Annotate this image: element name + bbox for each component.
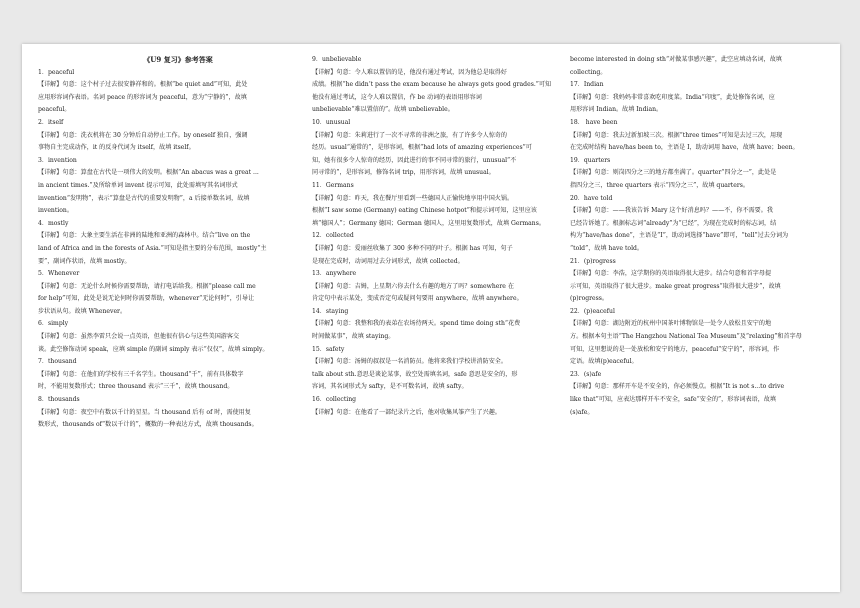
text-line: like that”可知，应表达那样开车不安全，safe“安全的”，形容词表语，故填 — [570, 396, 776, 404]
text-line: 【详解】句意：我妈妈非常喜欢吃印度菜。India“印度”，此处修饰名词，应 — [570, 93, 775, 101]
document-title: 《U9 复习》参考答案 — [143, 55, 213, 64]
text-line: 定语。故填(p)eaceful。 — [570, 358, 638, 366]
text-line: 10．unusual — [312, 118, 351, 126]
text-line: 【详解】句意：在他看了一部纪录片之后，他对收集风筝产生了兴趣。 — [312, 408, 501, 416]
text-line: land of Africa and in the forests of Asia.”可知是指主要的分布范围，mostly“主 — [38, 244, 267, 252]
text-line: 11．Germans — [312, 181, 354, 189]
column-middle — [312, 54, 574, 419]
text-line: 【详解】句意：这个村子过去很安静祥和的。根据“be quiet and”可知，此处 — [38, 81, 248, 89]
document-page — [22, 44, 840, 592]
text-line: 23．(s)afe — [570, 370, 602, 378]
text-line: 14．staying — [312, 307, 349, 315]
text-line: 12．collected — [312, 232, 354, 240]
text-line: 7．thousand — [38, 358, 77, 366]
text-line: 示可知，英语取得了很大进步。make great progress“取得很大进步”，故填 — [570, 282, 781, 290]
text-line: 5．Whenever — [38, 270, 80, 278]
text-line: 已经告诉她了。根据标志词“already”为“已经”，为现在完成时的标志词，结 — [570, 219, 777, 227]
text-line: 【详解】句意：汤姆的叔叔是一名消防员。他将来我们学校讲消防安全。 — [312, 358, 507, 366]
text-line: 【详解】句意：算盘在古代是一项伟大的发明。根据“An abacus was a great ... — [38, 169, 259, 177]
text-line: 【详解】句意：洗衣机将在 30 分钟后自动停止工作。by oneself 独自，强调 — [38, 131, 248, 139]
text-line: talk about sth.意思是谈论某事，故空处需填名词，safe 意思是安全的，形 — [312, 370, 518, 378]
column-left — [38, 54, 300, 432]
text-line: 同寻常的”，是形容词，修饰名词 trip，用形容词，故填 unusual。 — [312, 169, 495, 177]
text-line: 时间做某事”，故填 staying。 — [312, 333, 395, 341]
text-line: 3．invention — [38, 156, 77, 164]
text-line: “told”，故填 have told。 — [570, 244, 644, 252]
text-line: collecting。 — [570, 68, 607, 76]
text-line: 他没有通过考试，这令人难以置信，作 be 动词的表语用形容词 — [312, 93, 482, 101]
text-line: 【详解】句意：朱莉进行了一次不寻常的非洲之旅，有了许多令人惊奇的 — [312, 131, 507, 139]
text-line: 时，不能用复数形式；three thousand 表示“三千”，故填 thousand。 — [38, 383, 234, 391]
text-line: 【详解】句意：大象主要生活在非洲的陆地和亚洲的森林中。结合“live on the — [38, 232, 251, 240]
text-line: 21．(p)rogress — [570, 257, 616, 265]
text-line: 16．collecting — [312, 396, 357, 404]
text-line: (s)afe。 — [570, 408, 594, 416]
text-line: 【详解】句意：那样开车是不安全的，你必须慢点。根据“It is not s...to drive — [570, 383, 785, 391]
text-line: 19．quarters — [570, 156, 611, 164]
text-line: 【详解】句意：李浩，这学期你的英语取得很大进步。结合句意和首字母提 — [570, 270, 772, 278]
text-line: 【详解】句意：爱丽丝收集了 300 多种不同的叶子。根据 has 可知，句子 — [312, 244, 513, 252]
text-line: 知，她有很多令人惊奇的经历，因此进行的事不同寻常的旅行，unusual“不 — [312, 156, 517, 164]
text-line: 根据“I saw some (Germany) eating Chinese hotpot”和提示词可知，这里应该 — [312, 207, 537, 215]
text-line: 【详解】句意：令人难以置信的是，他没有通过考试，因为他总是取得好 — [312, 68, 507, 76]
text-line: 【详解】句意：无论什么时候你需要帮助，请打电话给我。根据“please call me — [38, 282, 256, 290]
text-line: 【详解】句意：虽然李雷只会说一点英语，但他很有信心与这些美国游客交 — [38, 333, 240, 341]
text-line: become interested in doing sth“对做某事感兴趣”，此空应填动名词，故填 — [570, 56, 782, 63]
text-line: 20．have told — [570, 194, 613, 202]
text-line: 【详解】句意：夜空中有数以千计的星星。当 thousand 后有 of 时，需使用复 — [38, 408, 251, 416]
text-line: 1．peaceful — [38, 68, 75, 76]
text-line: 【详解】句意：我整和我的表弟在农场待两天。spend time doing sth“花费 — [312, 320, 521, 328]
text-line: 填“德国人”；Germany 德国；German 德国人，这里用复数形式，故填 Germans。 — [312, 219, 545, 227]
text-line: 8．thousands — [38, 396, 80, 404]
text-line: 【详解】句意：——我该告诉 Mary 这个好消息吗？——不，你不需要。我 — [570, 207, 773, 215]
text-line: 18． have been — [570, 118, 618, 126]
text-line: in ancient times.”及所给单词 invent 提示可知，此处需填写其名词形式 — [38, 181, 238, 189]
text-line: 在完成时结构 have/has been to，主语是 I，助动词用 have，故填 have；been。 — [570, 144, 799, 152]
text-line: 构为“have/has done”，主语是“I”，助动词选择“have”即可，“tell”过去分词为 — [570, 232, 789, 240]
column-right — [570, 54, 832, 419]
text-line: (p)rogress。 — [570, 295, 609, 303]
text-line: 22．(p)eaceful — [570, 307, 615, 315]
text-line: 事物自主完成动作，it 的反身代词为 itself，故填 itself。 — [38, 144, 195, 152]
text-line: 肯定句中表示某处，变成否定句或疑问句要用 anywhere，故填 anywhere。 — [312, 295, 523, 303]
text-line: invention“发明物”，表示“算盘是古代的重要发明物”，a 后接单数名词，故填 — [38, 194, 250, 202]
text-line: 【详解】句意：则岗四分之三的地方都坐满了。quarter“四分之一”，此处是 — [570, 169, 777, 177]
text-line: 应用形容词作表语。名词 peace 的形容词为 peaceful，意为“宁静的”，故填 — [38, 93, 247, 101]
text-line: 【详解】句意：在他们的学校有三千名学生。thousand“千”，前有具体数字 — [38, 370, 244, 378]
text-line: 成绩。根据“he didn’t pass the exam because he always gets good grades.”可知 — [312, 81, 552, 89]
text-line: 是现在完成时，动词用过去分词形式，故填 collected。 — [312, 257, 464, 265]
text-line: 4．mostly — [38, 219, 69, 227]
text-line: 15．safety — [312, 345, 345, 353]
text-line: 数形式，thousands of“数以千计的”，概数的一种表达方式，故填 thousands。 — [38, 421, 258, 429]
text-line: 步状语从句。故填 Whenever。 — [38, 307, 127, 315]
text-line: 【详解】句意：昨天，我在餐厅里看到一些德国人正愉快地享用中国火锅。 — [312, 194, 514, 202]
text-line: 【详解】句意：我去过新加坡三次。根据“three times”可知是去过三次，用现 — [570, 131, 783, 139]
text-line: 【详解】句意：吉姆，上星期六你去什么有趣的地方了吗？somewhere 在 — [312, 282, 514, 290]
text-line: 用形容词 Indian。故填 Indian。 — [570, 106, 663, 114]
text-line: 容词，其名词形式为 safty，是不可数名词，故填 safty。 — [312, 383, 468, 391]
text-line: 【详解】句意：湖边附近的杭州中国茶叶博物馆是一处令人放松且安宁的地 — [570, 320, 772, 328]
text-line: 13．anywhere — [312, 270, 357, 278]
text-line: for help”可知，此处是说无论何时你需要帮助，whenever“无论何时”，引导让 — [38, 295, 255, 303]
text-line: invention。 — [38, 207, 73, 215]
text-line: 经历。usual“通常的”，是形容词，根据“had lots of amazing experiences”可 — [312, 144, 532, 152]
text-line: peaceful。 — [38, 106, 71, 114]
text-line: 谈。此空修饰动词 speak，应填 simple 的副词 simply 表示“仅仅”，故填 simply。 — [38, 345, 269, 353]
text-line: 2．itself — [38, 118, 64, 126]
text-line: 方。根据本句主语“The Hangzhou National Tea Museum”及“relaxing”和首字母 — [570, 333, 802, 341]
text-line: 指四分之三，three quarters 表示“四分之三”，故填 quarters。 — [570, 181, 749, 189]
text-line: unbelievable“难以置信的”。故填 unbelievable。 — [312, 106, 454, 114]
text-line: 要”，副词作状语，故填 mostly。 — [38, 257, 131, 265]
text-line: 可知，这里想说的是一处放松和安宁的地方，peaceful“安宁的”，形容词，作 — [570, 345, 780, 353]
text-line: 17．Indian — [570, 81, 604, 89]
text-line: 6．simply — [38, 320, 69, 328]
text-line: 9．unbelievable — [312, 56, 362, 63]
